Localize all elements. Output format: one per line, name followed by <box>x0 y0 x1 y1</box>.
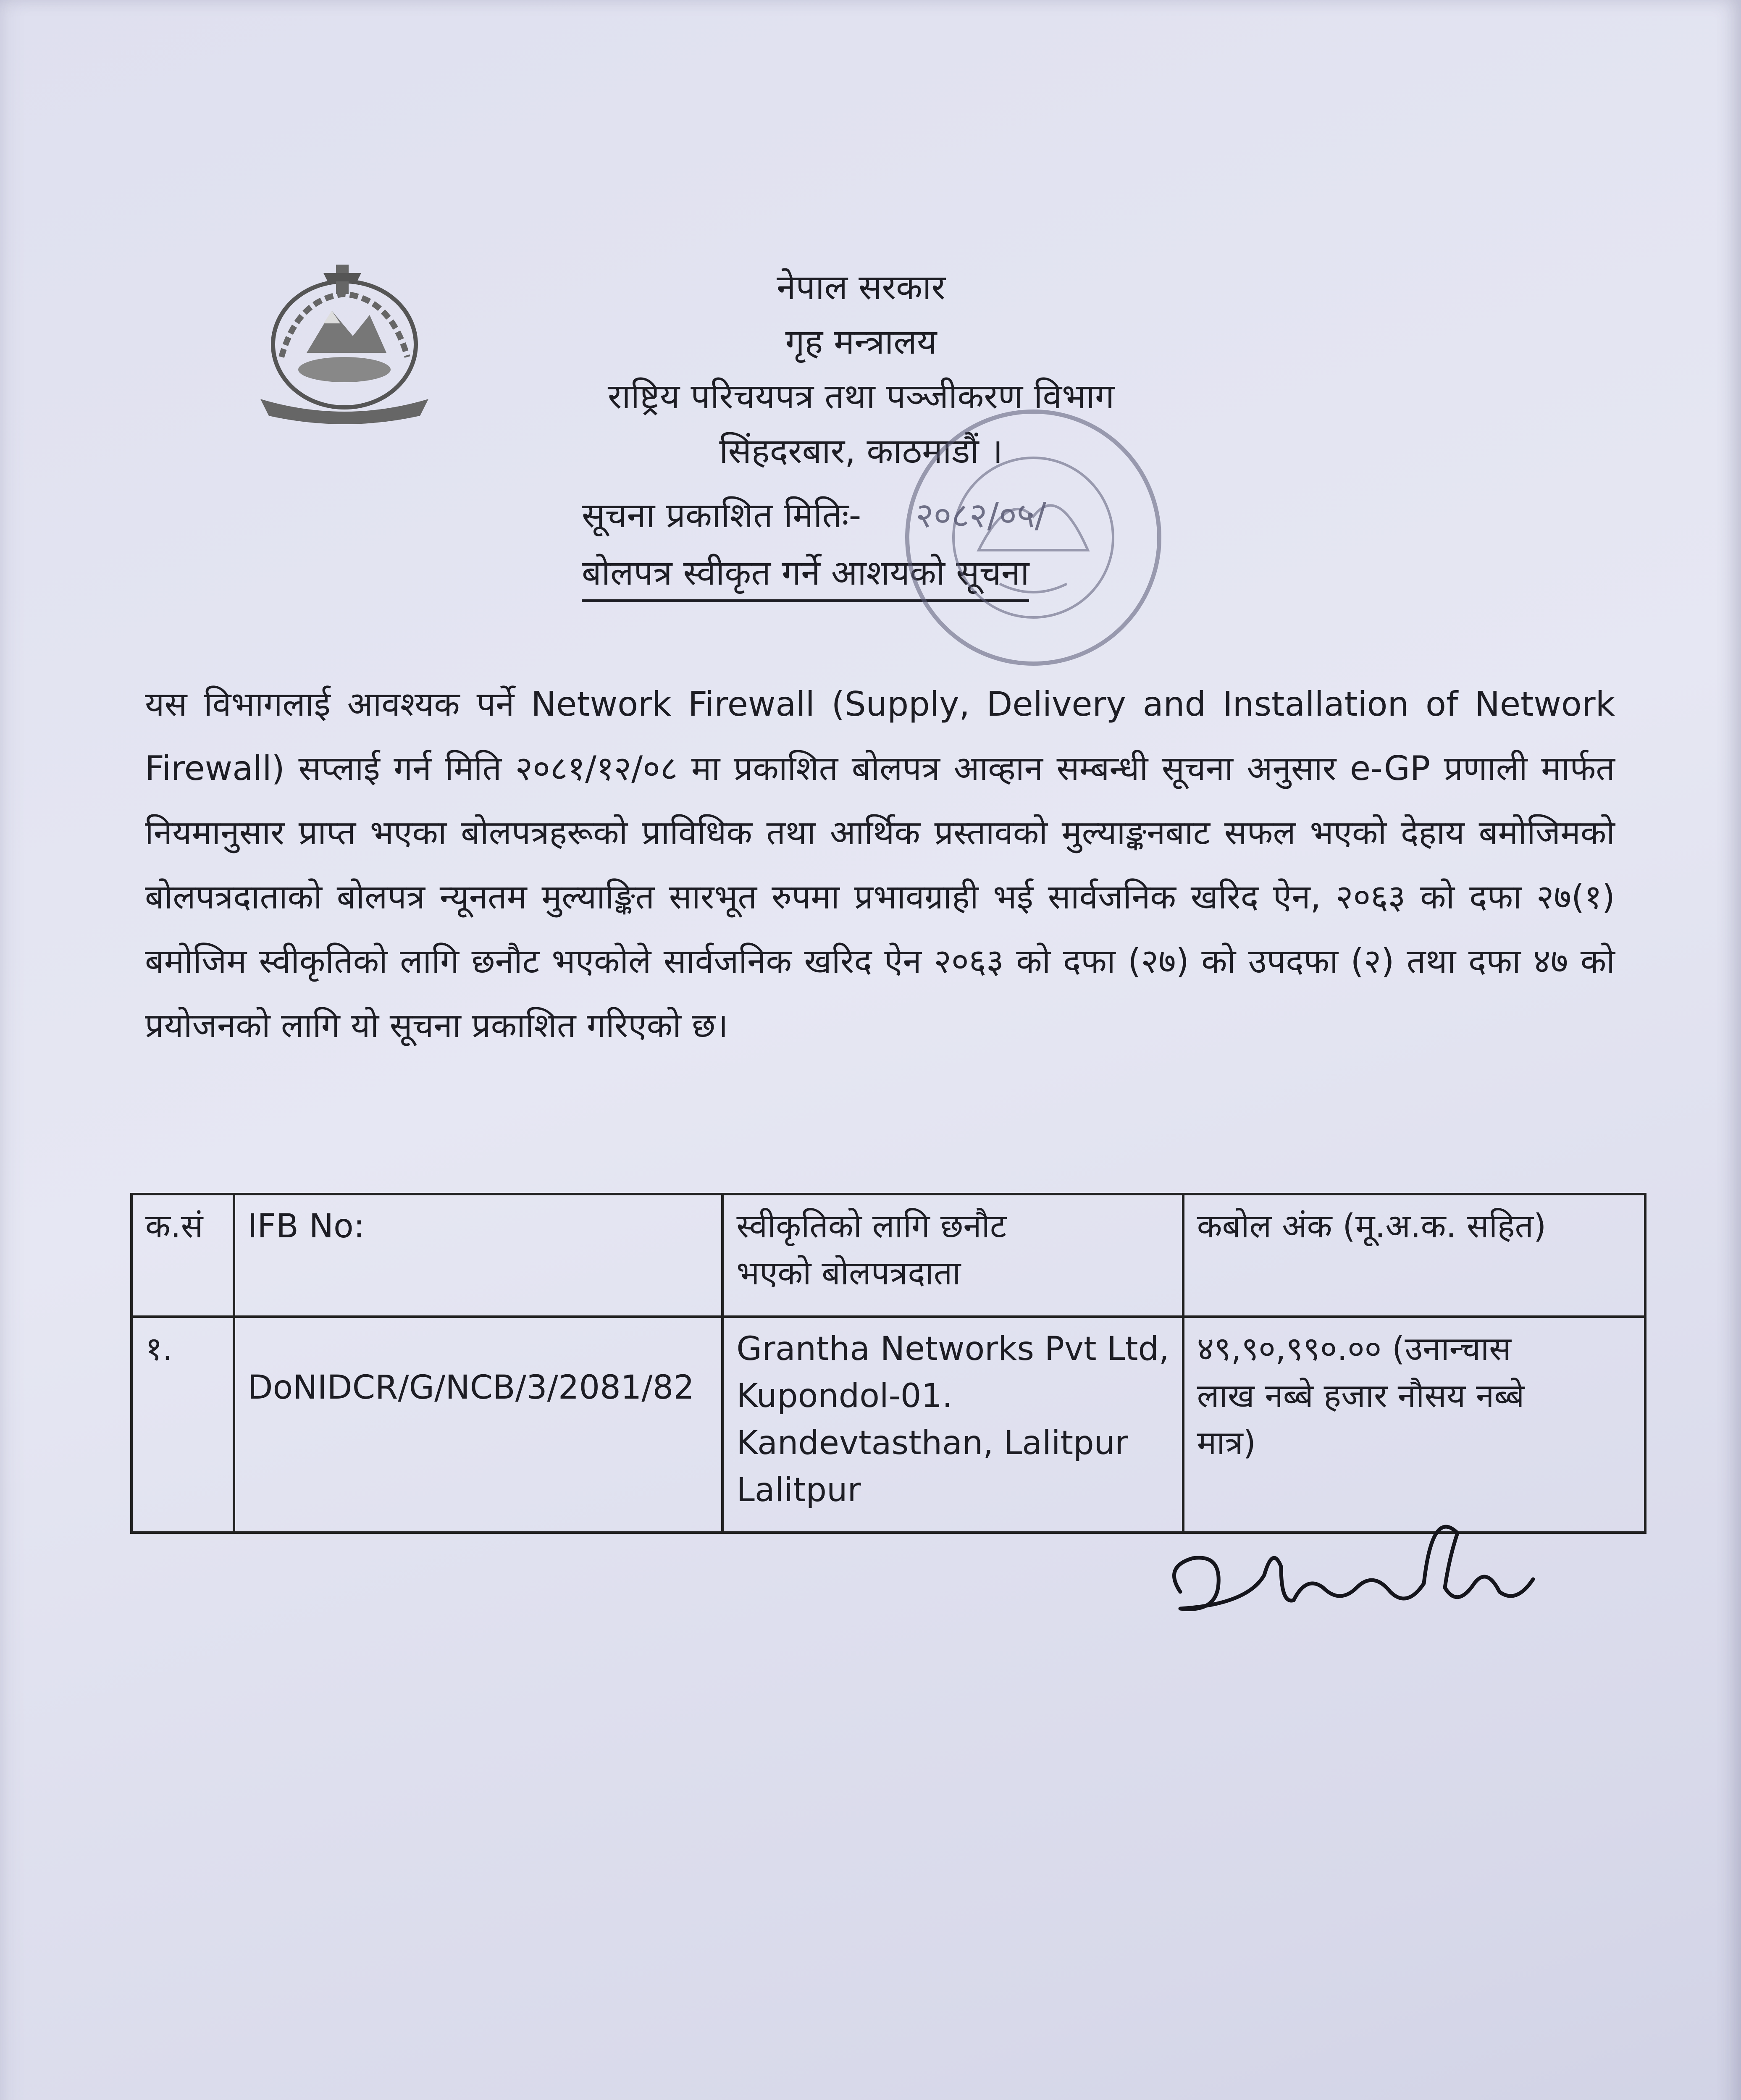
notice-date-value: २०८२/०५/ <box>916 496 1047 536</box>
department-name: राष्ट्रिय परिचयपत्र तथा पञ्जीकरण विभाग <box>607 377 1115 417</box>
header-serial-number: क.सं <box>131 1194 234 1317</box>
header-bidder-line: भएको बोलपत्रदाता <box>736 1255 961 1292</box>
handwritten-signature <box>1155 1483 1554 1659</box>
header-bid-amount: कबोल अंक (मू.अ.क. सहित) <box>1183 1194 1645 1317</box>
bid-amount-line: मात्र) <box>1197 1424 1256 1462</box>
bidder-name: Grantha Networks Pvt Ltd, <box>736 1330 1169 1368</box>
header-selected-bidder <box>722 1194 1183 1317</box>
bidder-address-line: Lalitpur <box>736 1471 861 1509</box>
bid-amount-line: ४९,९०,९९०.०० (उनान्चास <box>1197 1330 1511 1368</box>
header-ifb-number: IFB No: <box>234 1194 723 1317</box>
ministry-name: गृह मन्त्रालय <box>785 322 937 362</box>
row-serial-number: १. <box>131 1317 234 1533</box>
nepal-emblem-logo <box>235 248 454 433</box>
bidder-address-line: Kandevtasthan, Lalitpur <box>736 1424 1129 1462</box>
notice-body-paragraph: यस विभागलाई आवश्यक पर्ने Network Firewall (Supply, Delivery and Installation of Network Firewall) सप्लाई गर्न मिति २०८१/१२/०८ मा प्रकाशित बोलपत्र आव्हान सम्बन्धी सूचना अनुसार e-GP प्रणाली मार्फत नियमानुसार प्राप्त भएका बोलपत्रहरूको प्राविधिक तथा आर्थिक प्रस्तावको मुल्याङ्कनबाट सफल भएको देहाय बमोजिमको बोलपत्रदाताको बोलपत्र न्यूनतम मुल्याङ्कित सारभूत रुपमा प्रभावग्राही भई सार्वजनिक खरिद ऐन, २०६३ को दफा २७(१) बमोजिम स्वीकृतिको लागि छनौट भएकोले सार्वजनिक खरिद ऐन २०६३ को दफा (२७) को उपदफा (२) तथा दफा ४७ को प्रयोजनको लागि यो सूचना प्रकाशित गरिएको छ। <box>145 685 1615 1045</box>
office-stamp <box>882 391 1184 685</box>
table-header-row <box>131 1194 1645 1317</box>
bid-amount-line: लाख नब्बे हजार नौसय नब्बे <box>1197 1377 1525 1415</box>
row-ifb-number: DoNIDCR/G/NCB/3/2081/82 <box>234 1317 723 1533</box>
row-bidder-details <box>722 1317 1183 1533</box>
government-name: नेपाल सरकार <box>777 268 945 307</box>
header-bidder-line: स्वीकृतिको लागि छनौट <box>736 1208 1007 1245</box>
notice-title: बोलपत्र स्वीकृत गर्ने आशयको सूचना <box>582 548 1029 602</box>
bidder-address-line: Kupondol-01. <box>736 1377 953 1415</box>
notice-date-label: सूचना प्रकाशित मितिः- <box>582 496 861 536</box>
office-address: सिंहदरबार, काठमाडौं । <box>719 431 1003 471</box>
